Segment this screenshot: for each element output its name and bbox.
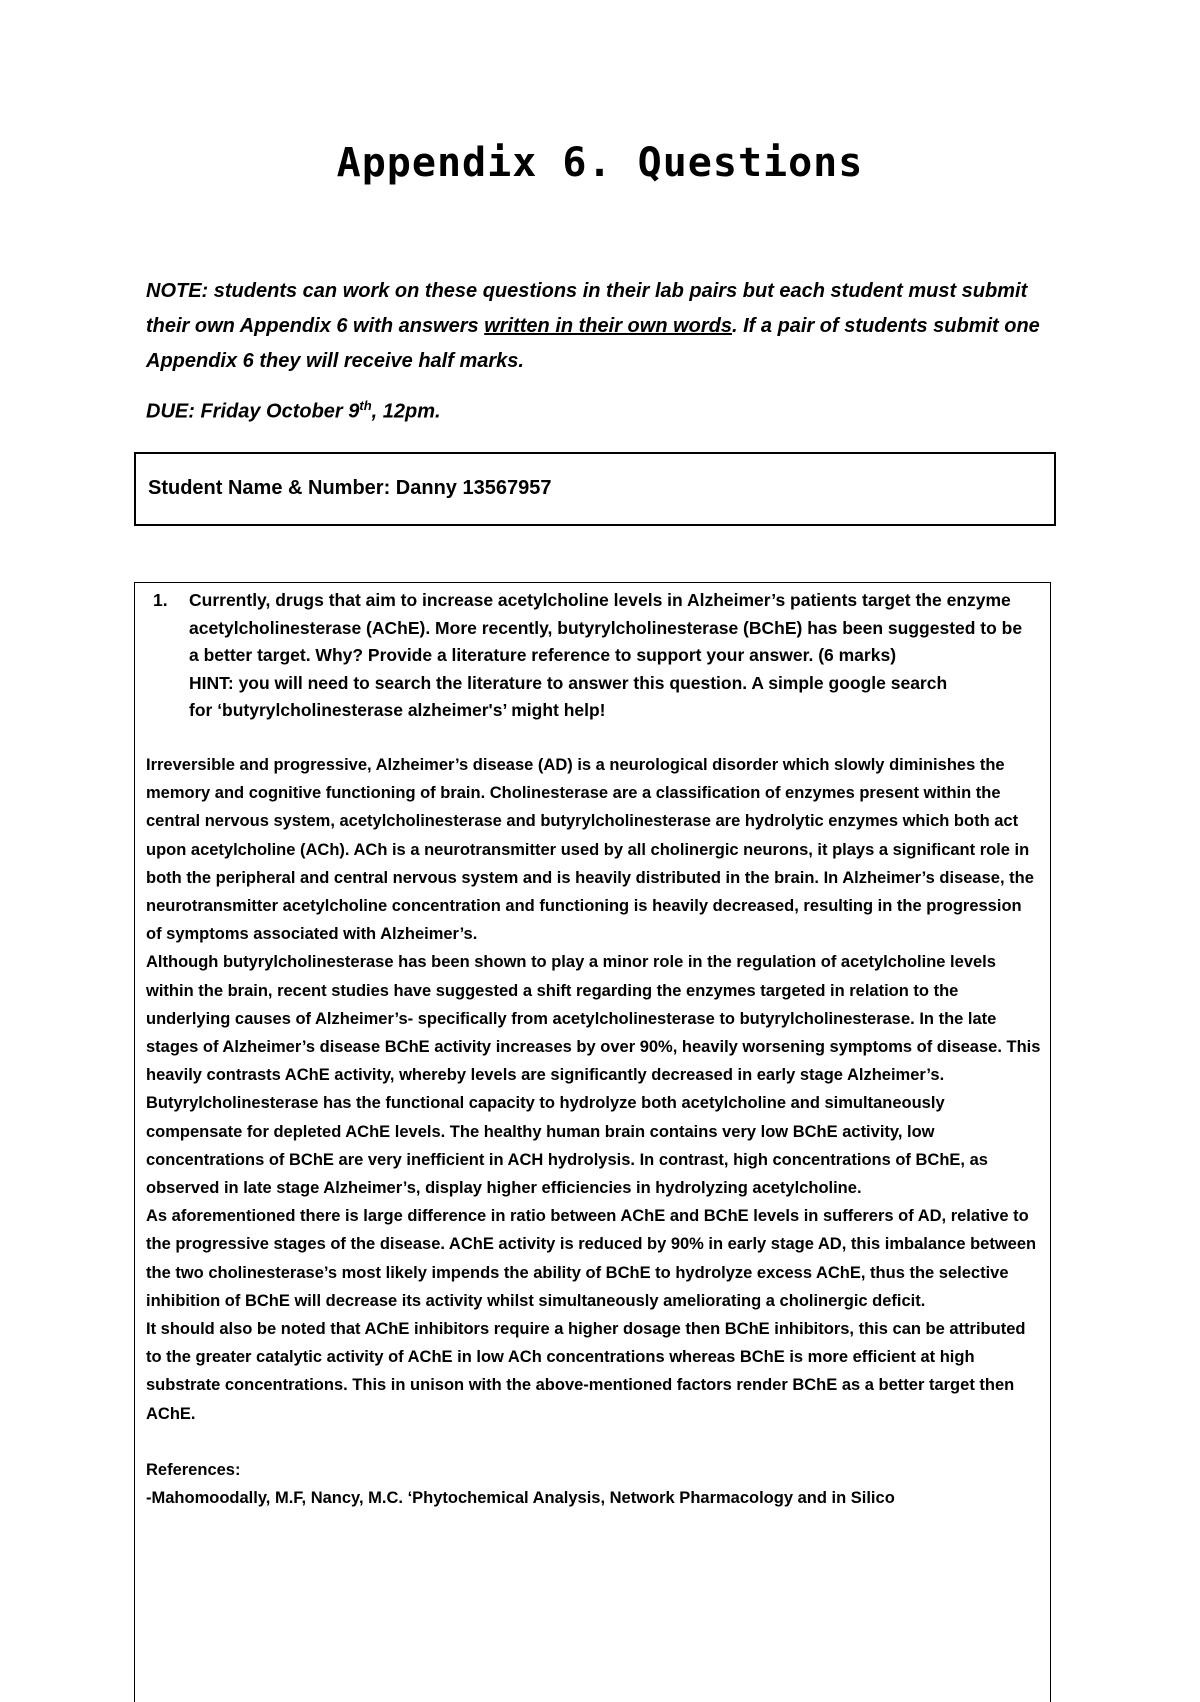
due-superscript: th <box>359 398 372 413</box>
submission-note <box>146 274 1076 379</box>
question-text: Currently, drugs that aim to increase acetylcholine levels in Alzheimer’s patients target the enzyme acetylcholinesterase (AChE). More recently, butyrylcholinesterase (BChE) has been suggested to be a better target. Why? Provide a literature reference to support your answer. (6 marks) <box>189 590 1023 665</box>
question-1 <box>153 587 1033 725</box>
note-text-before: NOTE: students can work on these questions in their lab pairs but each student must submit their own Appendix 6 with answers <box>146 280 1028 337</box>
question-answer-box <box>134 582 1051 1702</box>
answer-paragraph-3: As aforementioned there is large difference in ratio between AChE and BChE levels in sufferers of AD, relative to the progressive stages of the disease. AChE activity is reduced by 90% in early stage AD, this imbalance between the two cholinesterase’s most likely impends the ability of BChE to hydrolyze excess AChE, thus the selective inhibition of BChE will decrease its activity whilst simultaneously ameliorating a cholinergic deficit. <box>146 1207 1037 1310</box>
note-underlined-text: written in their own words <box>484 315 732 337</box>
answer-spacer <box>146 1428 1041 1456</box>
page-title: Appendix 6. Questions <box>336 140 864 186</box>
answer-paragraph-4: It should also be noted that AChE inhibitors require a higher dosage then BChE inhibitors, this can be attributed to the greater catalytic activity of AChE in low ACh concentrations whereas BChE is more efficient at high substrate concentrations. This in unison with the above-mentioned factors render BChE as a better target then AChE. <box>146 1320 1026 1423</box>
question-number: 1. <box>153 590 168 610</box>
reference-item-1: -Mahomoodally, M.F, Nancy, M.C. ‘Phytochemical Analysis, Network Pharmacology and in Silico <box>146 1489 895 1508</box>
question-hint-line-1: HINT: you will need to search the literature to answer this question. A simple google search <box>189 672 948 693</box>
note-text-after: . If a pair of students submit one Appendix 6 they will receive half marks. <box>146 315 1040 372</box>
student-name-number: Student Name & Number: Danny 13567957 <box>148 477 552 499</box>
answer-paragraph-1: Irreversible and progressive, Alzheimer’s disease (AD) is a neurological disorder which slowly diminishes the memory and cognitive functioning of brain. Cholinesterase are a classification of enzymes present within the central nervous system, acetylcholinesterase and butyrylcholinesterase are hydrolytic enzymes which both act upon acetylcholine (ACh). ACh is a neurotransmitter used by all cholinergic neurons, it plays a significant role in both the peripheral and central nervous system and is heavily distributed in the brain. In Alzheimer’s disease, the neurotransmitter acetylcholine concentration and functioning is heavily decreased, resulting in the progression of symptoms associated with Alzheimer’s. <box>146 756 1034 944</box>
question-hint-line-2: for ‘butyrylcholinesterase alzheimer's’ might help! <box>189 700 606 720</box>
due-suffix: , 12pm. <box>371 400 441 423</box>
due-date <box>146 398 441 424</box>
answer-paragraph-2: Although butyrylcholinesterase has been shown to play a minor role in the regulation of acetylcholine levels within the brain, recent studies have suggested a shift regarding the enzymes targeted in relation to the underlying causes of Alzheimer’s- specifically from acetylcholinesterase to butyrylcholinesterase. In the late stages of Alzheimer’s disease BChE activity increases by over 90%, heavily worsening symptoms of disease. This heavily contrasts AChE activity, whereby levels are significantly decreased in early stage Alzheimer’s. Butyrylcholinesterase has the functional capacity to hydrolyze both acetylcholine and simultaneously compensate for depleted AChE levels. The healthy human brain contains very low BChE activity, low concentrations of BChE are very inefficient in ACH hydrolysis. In contrast, high concentrations of BChE, as observed in late stage Alzheimer’s, display higher efficiencies in hydrolyzing acetylcholine. <box>146 953 1041 1198</box>
student-info-box <box>134 452 1056 526</box>
answer-body <box>146 751 1041 1512</box>
references-heading: References: <box>146 1461 241 1480</box>
due-prefix: DUE: Friday October 9 <box>146 400 360 423</box>
